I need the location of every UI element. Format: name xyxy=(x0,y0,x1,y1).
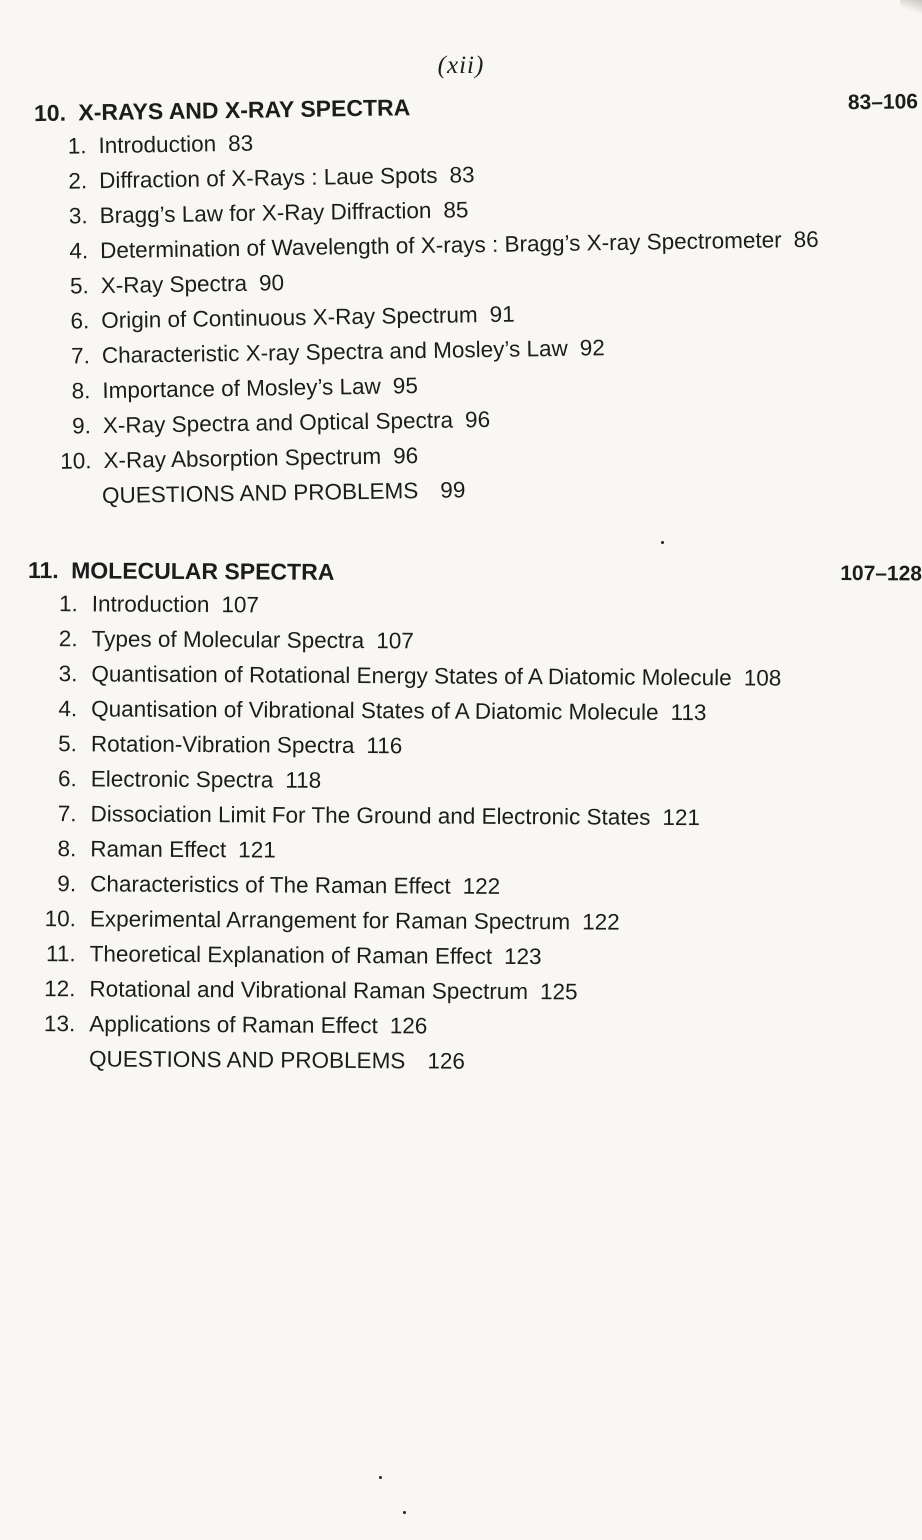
entry-page: 85 xyxy=(443,197,469,223)
entry-title: Theoretical Explanation of Raman Effect xyxy=(89,941,493,969)
entry-title: Quantisation of Vibrational States of A Diatomic Molecule xyxy=(91,696,659,725)
entry-page: 107 xyxy=(376,628,414,654)
entry-index: 5. xyxy=(58,731,78,757)
entry-index: 8. xyxy=(71,378,91,404)
toc-entry xyxy=(0,626,922,667)
entry-index: 7. xyxy=(57,801,77,827)
entry-title: Importance of Mosley’s Law xyxy=(102,373,382,404)
toc-entry xyxy=(0,906,920,947)
entry-page: 126 xyxy=(427,1048,465,1074)
entry-title: Characteristic X-ray Spectra and Mosley’s Law xyxy=(101,335,569,369)
toc-entry xyxy=(0,766,921,807)
entry-title: Experimental Arrangement for Raman Spectrum xyxy=(89,906,571,935)
chapter-title xyxy=(34,94,411,127)
entry-page: 121 xyxy=(238,837,276,863)
chapter-10-section xyxy=(0,78,922,519)
entry-index: 3. xyxy=(58,661,78,687)
chapter-number: 10. xyxy=(33,99,67,127)
entry-index: 6. xyxy=(70,308,90,334)
entry-title: Characteristics of The Raman Effect xyxy=(90,871,451,899)
entry-index: 4. xyxy=(69,238,89,264)
entry-index: 9. xyxy=(57,871,77,897)
toc-entry xyxy=(0,976,920,1017)
entry-page: 118 xyxy=(285,767,322,793)
entry-page: 90 xyxy=(258,270,285,296)
entry-index: 1. xyxy=(67,133,87,159)
entry-title: Types of Molecular Spectra xyxy=(91,626,365,654)
chapter-number: 11. xyxy=(27,556,59,584)
entry-index: 3. xyxy=(68,203,88,229)
chapter-name: MOLECULAR SPECTRA xyxy=(71,557,335,585)
entry-title: Diffraction of X-Rays : Laue Spots xyxy=(98,162,438,194)
entry-page: 123 xyxy=(503,943,542,970)
entry-title: Origin of Continuous X-Ray Spectrum xyxy=(101,302,478,334)
print-speck xyxy=(661,541,664,544)
chapter-name: X-RAYS AND X-RAY SPECTRA xyxy=(78,94,411,126)
toc-entry xyxy=(0,801,921,842)
entry-title: X-Ray Absorption Spectrum xyxy=(103,443,382,474)
entry-title: Applications of Raman Effect xyxy=(89,1011,378,1039)
entry-index: 10. xyxy=(44,906,76,932)
chapter-entries xyxy=(0,120,922,519)
entry-index: 2. xyxy=(58,626,78,652)
page-number: (xii) xyxy=(437,52,485,79)
chapter-entries xyxy=(0,591,922,1087)
entry-index: 12. xyxy=(44,976,76,1002)
entry-page: 92 xyxy=(579,335,606,361)
entry-title: Introduction xyxy=(98,131,217,159)
entry-page: 113 xyxy=(670,699,707,726)
entry-index: 11. xyxy=(46,941,76,967)
entry-index: 8. xyxy=(57,836,77,862)
entry-title: Introduction xyxy=(91,591,210,618)
print-speck xyxy=(379,1476,382,1479)
toc-entry xyxy=(0,941,920,982)
entry-title: Rotation-Vibration Spectra xyxy=(90,731,355,758)
toc-entry xyxy=(0,871,920,912)
entry-title: Electronic Spectra xyxy=(90,766,274,793)
toc-entry xyxy=(0,591,922,632)
chapter-page-range: 83–106 xyxy=(847,90,919,115)
entry-page: 95 xyxy=(392,373,419,399)
entry-page: 121 xyxy=(662,804,700,831)
entry-page: 86 xyxy=(793,226,819,253)
entry-page: 122 xyxy=(462,873,501,899)
entry-index: 5. xyxy=(69,273,89,299)
toc-entry xyxy=(0,696,921,737)
entry-page: 99 xyxy=(440,477,466,503)
entry-title: QUESTIONS AND PROBLEMS xyxy=(88,1046,406,1074)
entry-page: 96 xyxy=(392,443,419,469)
chapter-page-range: 107–128 xyxy=(840,561,922,586)
questions-and-problems-entry xyxy=(0,1046,919,1087)
entry-index: 1. xyxy=(58,591,78,617)
entry-page: 116 xyxy=(366,733,403,759)
entry-page: 126 xyxy=(389,1013,428,1039)
entry-title: Dissociation Limit For The Ground and Electronic States xyxy=(90,801,651,830)
entry-title: QUESTIONS AND PROBLEMS xyxy=(101,478,419,509)
entry-index: 4. xyxy=(58,696,78,722)
entry-title: X-Ray Spectra and Optical Spectra xyxy=(102,407,454,439)
entry-index: 13. xyxy=(43,1011,76,1037)
entry-index: 6. xyxy=(57,766,77,792)
entry-page: 83 xyxy=(449,162,475,188)
entry-page: 125 xyxy=(539,979,578,1005)
entry-page: 83 xyxy=(227,130,254,157)
toc-entry xyxy=(0,731,921,772)
toc-entry xyxy=(0,836,920,877)
entry-page: 91 xyxy=(489,301,515,327)
chapter-title xyxy=(28,557,335,586)
entry-page: 108 xyxy=(743,665,782,691)
entry-title: Quantisation of Rotational Energy States of A Diatomic Molecule xyxy=(91,661,732,691)
entry-index: 9. xyxy=(71,413,92,439)
entry-title: X-Ray Spectra xyxy=(100,270,248,299)
entry-index: 10. xyxy=(60,448,92,474)
toc-entry xyxy=(0,1011,919,1052)
chapter-11-section xyxy=(0,555,922,1087)
entry-title: Rotational and Vibrational Raman Spectrum xyxy=(89,976,529,1005)
entry-title: Raman Effect xyxy=(90,836,227,863)
toc-entry xyxy=(0,661,921,702)
page-corner-shadow xyxy=(900,0,922,14)
print-speck xyxy=(403,1511,406,1514)
entry-page: 107 xyxy=(221,592,260,618)
entry-page: 96 xyxy=(464,406,491,433)
entry-page: 122 xyxy=(582,909,620,935)
entry-index: 7. xyxy=(70,343,91,369)
entry-title: Bragg’s Law for X-Ray Diffraction xyxy=(99,197,432,229)
entry-index: 2. xyxy=(68,168,88,194)
entry-title: Determination of Wavelength of X-rays : Bragg’s X-ray Spectrometer xyxy=(99,227,782,264)
